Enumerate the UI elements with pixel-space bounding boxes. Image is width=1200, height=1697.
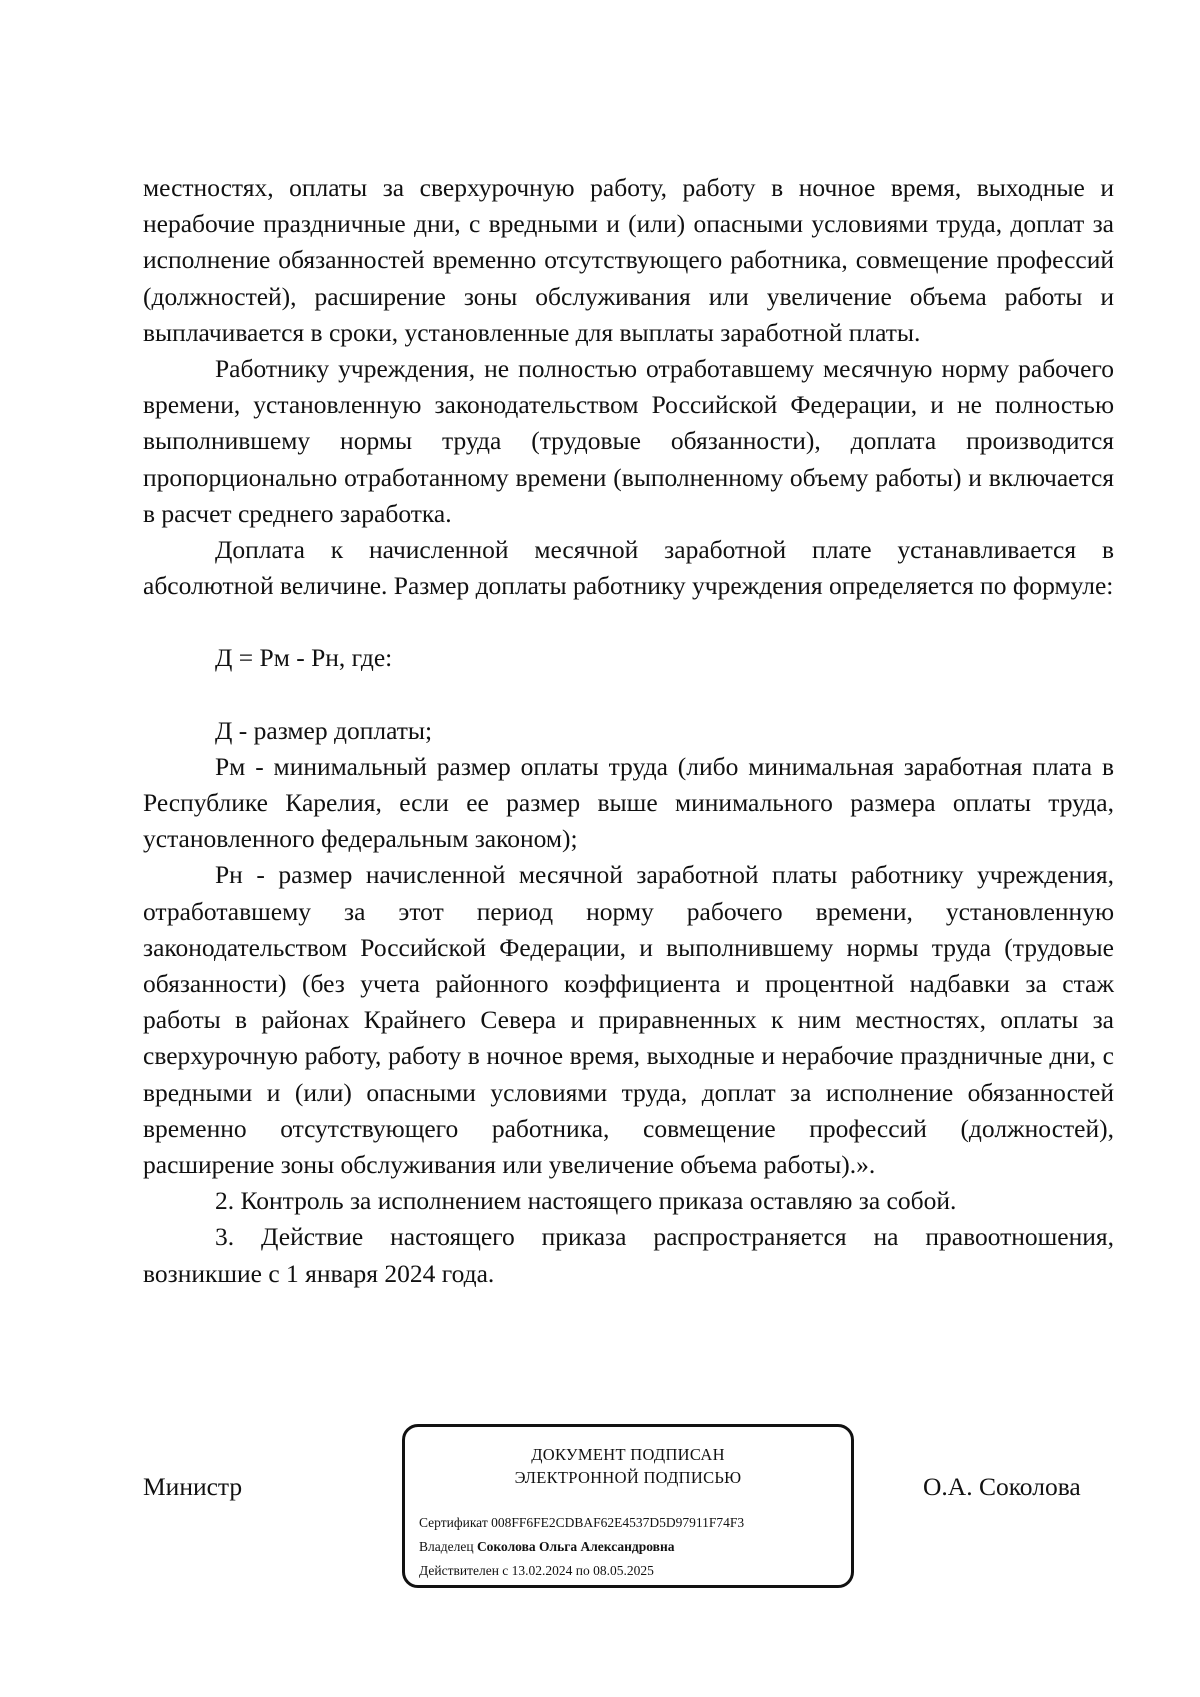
valid-label: Действителен с	[419, 1563, 509, 1578]
owner-name: Соколова Ольга Александровна	[476, 1539, 675, 1554]
electronic-signature-stamp	[402, 1424, 854, 1588]
stamp-validity	[419, 1559, 841, 1583]
stamp-header	[405, 1443, 851, 1489]
stamp-certificate	[419, 1511, 841, 1535]
valid-to-label: по	[575, 1563, 590, 1578]
certificate-number: 008FF6FE2CDBAF62E4537D5D97911F74F3	[491, 1515, 745, 1530]
owner-label: Владелец	[419, 1539, 474, 1554]
paragraph-formula-intro: Доплата к начисленной месячной заработной плате устанавливается в абсолютной величине. Размер доплаты работнику учреждения определяется по формуле:	[143, 535, 1114, 601]
definition-rn: Рн - размер начисленной месячной заработной платы работнику учреждения, отработавшему за этот период норму рабочего времени, установленную законодательством Российской Федерации, и выполнившему нормы труда (трудовые обязанности) (без учета районного коэффициента и процентной надбавки за стаж работы в районах Крайнего Севера и приравненных к ним местностях, оплаты за сверхурочную работу, работу в ночное время, выходные и нерабочие праздничные дни, с вредными и (или) опасными условиями труда, доплат за исполнение обязанностей временно отсутствующего работника, совмещение профессий (должностей), расширение зоны обслуживания или увеличение объема работы).».	[143, 860, 1114, 1180]
valid-from: 13.02.2024	[511, 1563, 573, 1578]
item-3-effective-date: 3. Действие настоящего приказа распространяется на правоотношения, возникшие с 1 января 2024 года.	[143, 1222, 1114, 1288]
signer-position: Министр	[143, 1472, 243, 1501]
item-2-control: 2. Контроль за исполнением настоящего приказа оставляю за собой.	[215, 1186, 957, 1216]
signer-name: О.А. Соколова	[923, 1472, 1081, 1501]
paragraph-partial-norm: Работнику учреждения, не полностью отработавшему месячную норму рабочего времени, установленную законодательством Российской Федерации, и не полностью выполнившему нормы труда (трудовые обязанности), доплата производится пропорционально отработанному времени (выполненному объему работы) и включается в расчет среднего заработка.	[143, 354, 1114, 528]
formula: Д = Рм - Рн, где:	[215, 643, 393, 673]
spacer	[143, 677, 1114, 713]
definition-d: Д - размер доплаты;	[215, 715, 433, 745]
valid-to: 08.05.2025	[593, 1563, 654, 1578]
stamp-owner	[419, 1535, 841, 1559]
stamp-details	[419, 1511, 841, 1583]
certificate-label: Сертификат	[419, 1515, 488, 1530]
stamp-title-line-2: ЭЛЕКТРОННОЙ ПОДПИСЬЮ	[514, 1468, 742, 1487]
stamp-title-line-1: ДОКУМЕНТ ПОДПИСАН	[531, 1445, 725, 1464]
spacer	[143, 604, 1114, 640]
document-body	[143, 170, 1114, 1292]
paragraph-continuation: местностях, оплаты за сверхурочную работу, работу в ночное время, выходные и нерабочие праздничные дни, с вредными и (или) опасными условиями труда, доплат за исполнение обязанностей временно отсутствующего работника, совмещение профессий (должностей), расширение зоны обслуживания или увеличение объема работы и выплачивается в сроки, установленные для выплаты заработной платы.	[143, 173, 1114, 347]
definition-rm: Рм - минимальный размер оплаты труда (либо минимальная заработная плата в Республике Карелия, если ее размер выше минимального размера оплаты труда, установленного федеральным законом);	[143, 751, 1114, 854]
